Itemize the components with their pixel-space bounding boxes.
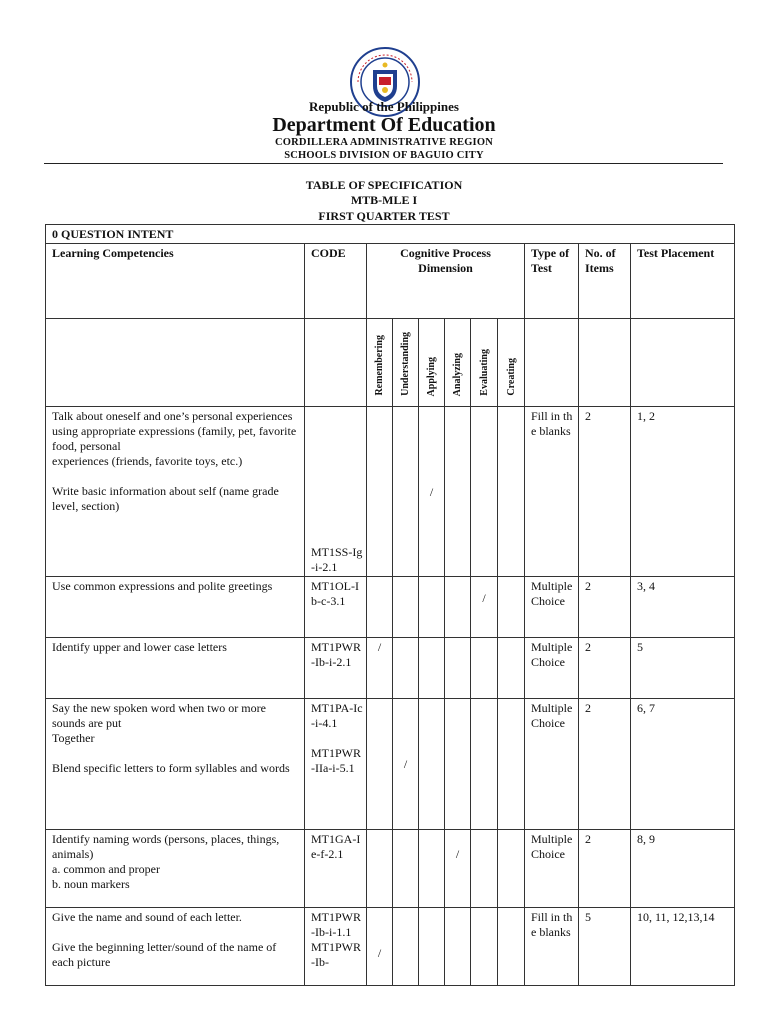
- table-row: [46, 908, 735, 986]
- table-row: [46, 699, 735, 830]
- type-cell: Fill in the blanks: [525, 908, 579, 986]
- items-cell: 2: [579, 830, 631, 908]
- placement-cell: 3, 4: [631, 577, 735, 638]
- department-name: Department Of Education: [272, 114, 496, 136]
- dimension-understanding: Understanding: [400, 332, 411, 396]
- code-cell: MT1GA-Ie-f-2.1: [305, 830, 367, 908]
- competency-cell: Talk about oneself and one’s personal experiences using appropriate expressions (family, pet, favorite food, personal experiences (friends, favorite toys, etc.) Write basic information about self (name grade level, section): [46, 407, 305, 577]
- items-cell: 5: [579, 908, 631, 986]
- code-cell: MT1PWR-Ib-i-1.1 MT1PWR-Ib-: [305, 908, 367, 986]
- code-cell: MT1OL-Ib-c-3.1: [305, 577, 367, 638]
- type-cell: Multiple Choice: [525, 577, 579, 638]
- header-placement: Test Placement: [631, 244, 735, 319]
- test-title: FIRST QUARTER TEST: [318, 209, 450, 223]
- items-cell: 2: [579, 699, 631, 830]
- table-row: [46, 407, 735, 577]
- competency-cell: Identify naming words (persons, places, things, animals) a. common and proper b. noun markers: [46, 830, 305, 908]
- dimension-analyzing: Analyzing: [452, 352, 463, 396]
- table-row: [46, 830, 735, 908]
- placement-cell: 1, 2: [631, 407, 735, 577]
- section-title: 0 QUESTION INTENT: [46, 225, 735, 244]
- header-cognitive: Cognitive Process Dimension: [367, 244, 525, 319]
- items-cell: 2: [579, 407, 631, 577]
- check-mark: /: [403, 757, 408, 771]
- dimension-remembering: Remembering: [374, 335, 385, 396]
- header-divider: [44, 163, 723, 164]
- check-mark: /: [455, 847, 460, 861]
- placement-cell: 8, 9: [631, 830, 735, 908]
- check-mark: /: [377, 946, 382, 960]
- items-cell: 2: [579, 638, 631, 699]
- table-row: [46, 577, 735, 638]
- competency-cell: Identify upper and lower case letters: [46, 638, 305, 699]
- republic-line: Republic of the Philippines: [309, 99, 459, 114]
- type-cell: Multiple Choice: [525, 638, 579, 699]
- competency-cell: Give the name and sound of each letter. Give the beginning letter/sound of the name of each picture: [46, 908, 305, 986]
- dimension-creating: Creating: [505, 358, 517, 396]
- division-name: SCHOOLS DIVISION OF BAGUIO CITY: [284, 150, 484, 161]
- competency-cell: Use common expressions and polite greetings: [46, 577, 305, 638]
- header-items: No. of Items: [579, 244, 631, 319]
- placement-cell: 6, 7: [631, 699, 735, 830]
- code-cell: MT1SS-Ig-i-2.1: [305, 407, 367, 577]
- specification-table: [45, 224, 735, 986]
- dimension-applying: Applying: [426, 356, 437, 396]
- placement-cell: 10, 11, 12,13,14: [631, 908, 735, 986]
- check-mark: /: [429, 484, 434, 499]
- header-type: Type of Test: [525, 244, 579, 319]
- header-competencies: Learning Competencies: [46, 244, 305, 319]
- code-cell: MT1PWR-Ib-i-2.1: [305, 638, 367, 699]
- dimension-evaluating: Evaluating: [478, 349, 490, 396]
- type-cell: Fill in the blanks: [525, 407, 579, 577]
- subject-title: MTB-MLE I: [350, 193, 418, 207]
- region-name: CORDILLERA ADMINISTRATIVE REGION: [275, 137, 493, 148]
- table-row: [46, 638, 735, 699]
- header-code: CODE: [305, 244, 367, 319]
- code-cell: MT1PA-Ic-i-4.1 MT1PWR-IIa-i-5.1: [305, 699, 367, 830]
- type-cell: Multiple Choice: [525, 699, 579, 830]
- type-cell: Multiple Choice: [525, 830, 579, 908]
- check-mark: /: [482, 591, 486, 605]
- check-mark: /: [377, 640, 382, 654]
- items-cell: 2: [579, 577, 631, 638]
- competency-cell: Say the new spoken word when two or more sounds are put Together Blend specific letters to form syllables and words: [46, 699, 305, 830]
- document-title: TABLE OF SPECIFICATION: [305, 178, 463, 192]
- placement-cell: 5: [631, 638, 735, 699]
